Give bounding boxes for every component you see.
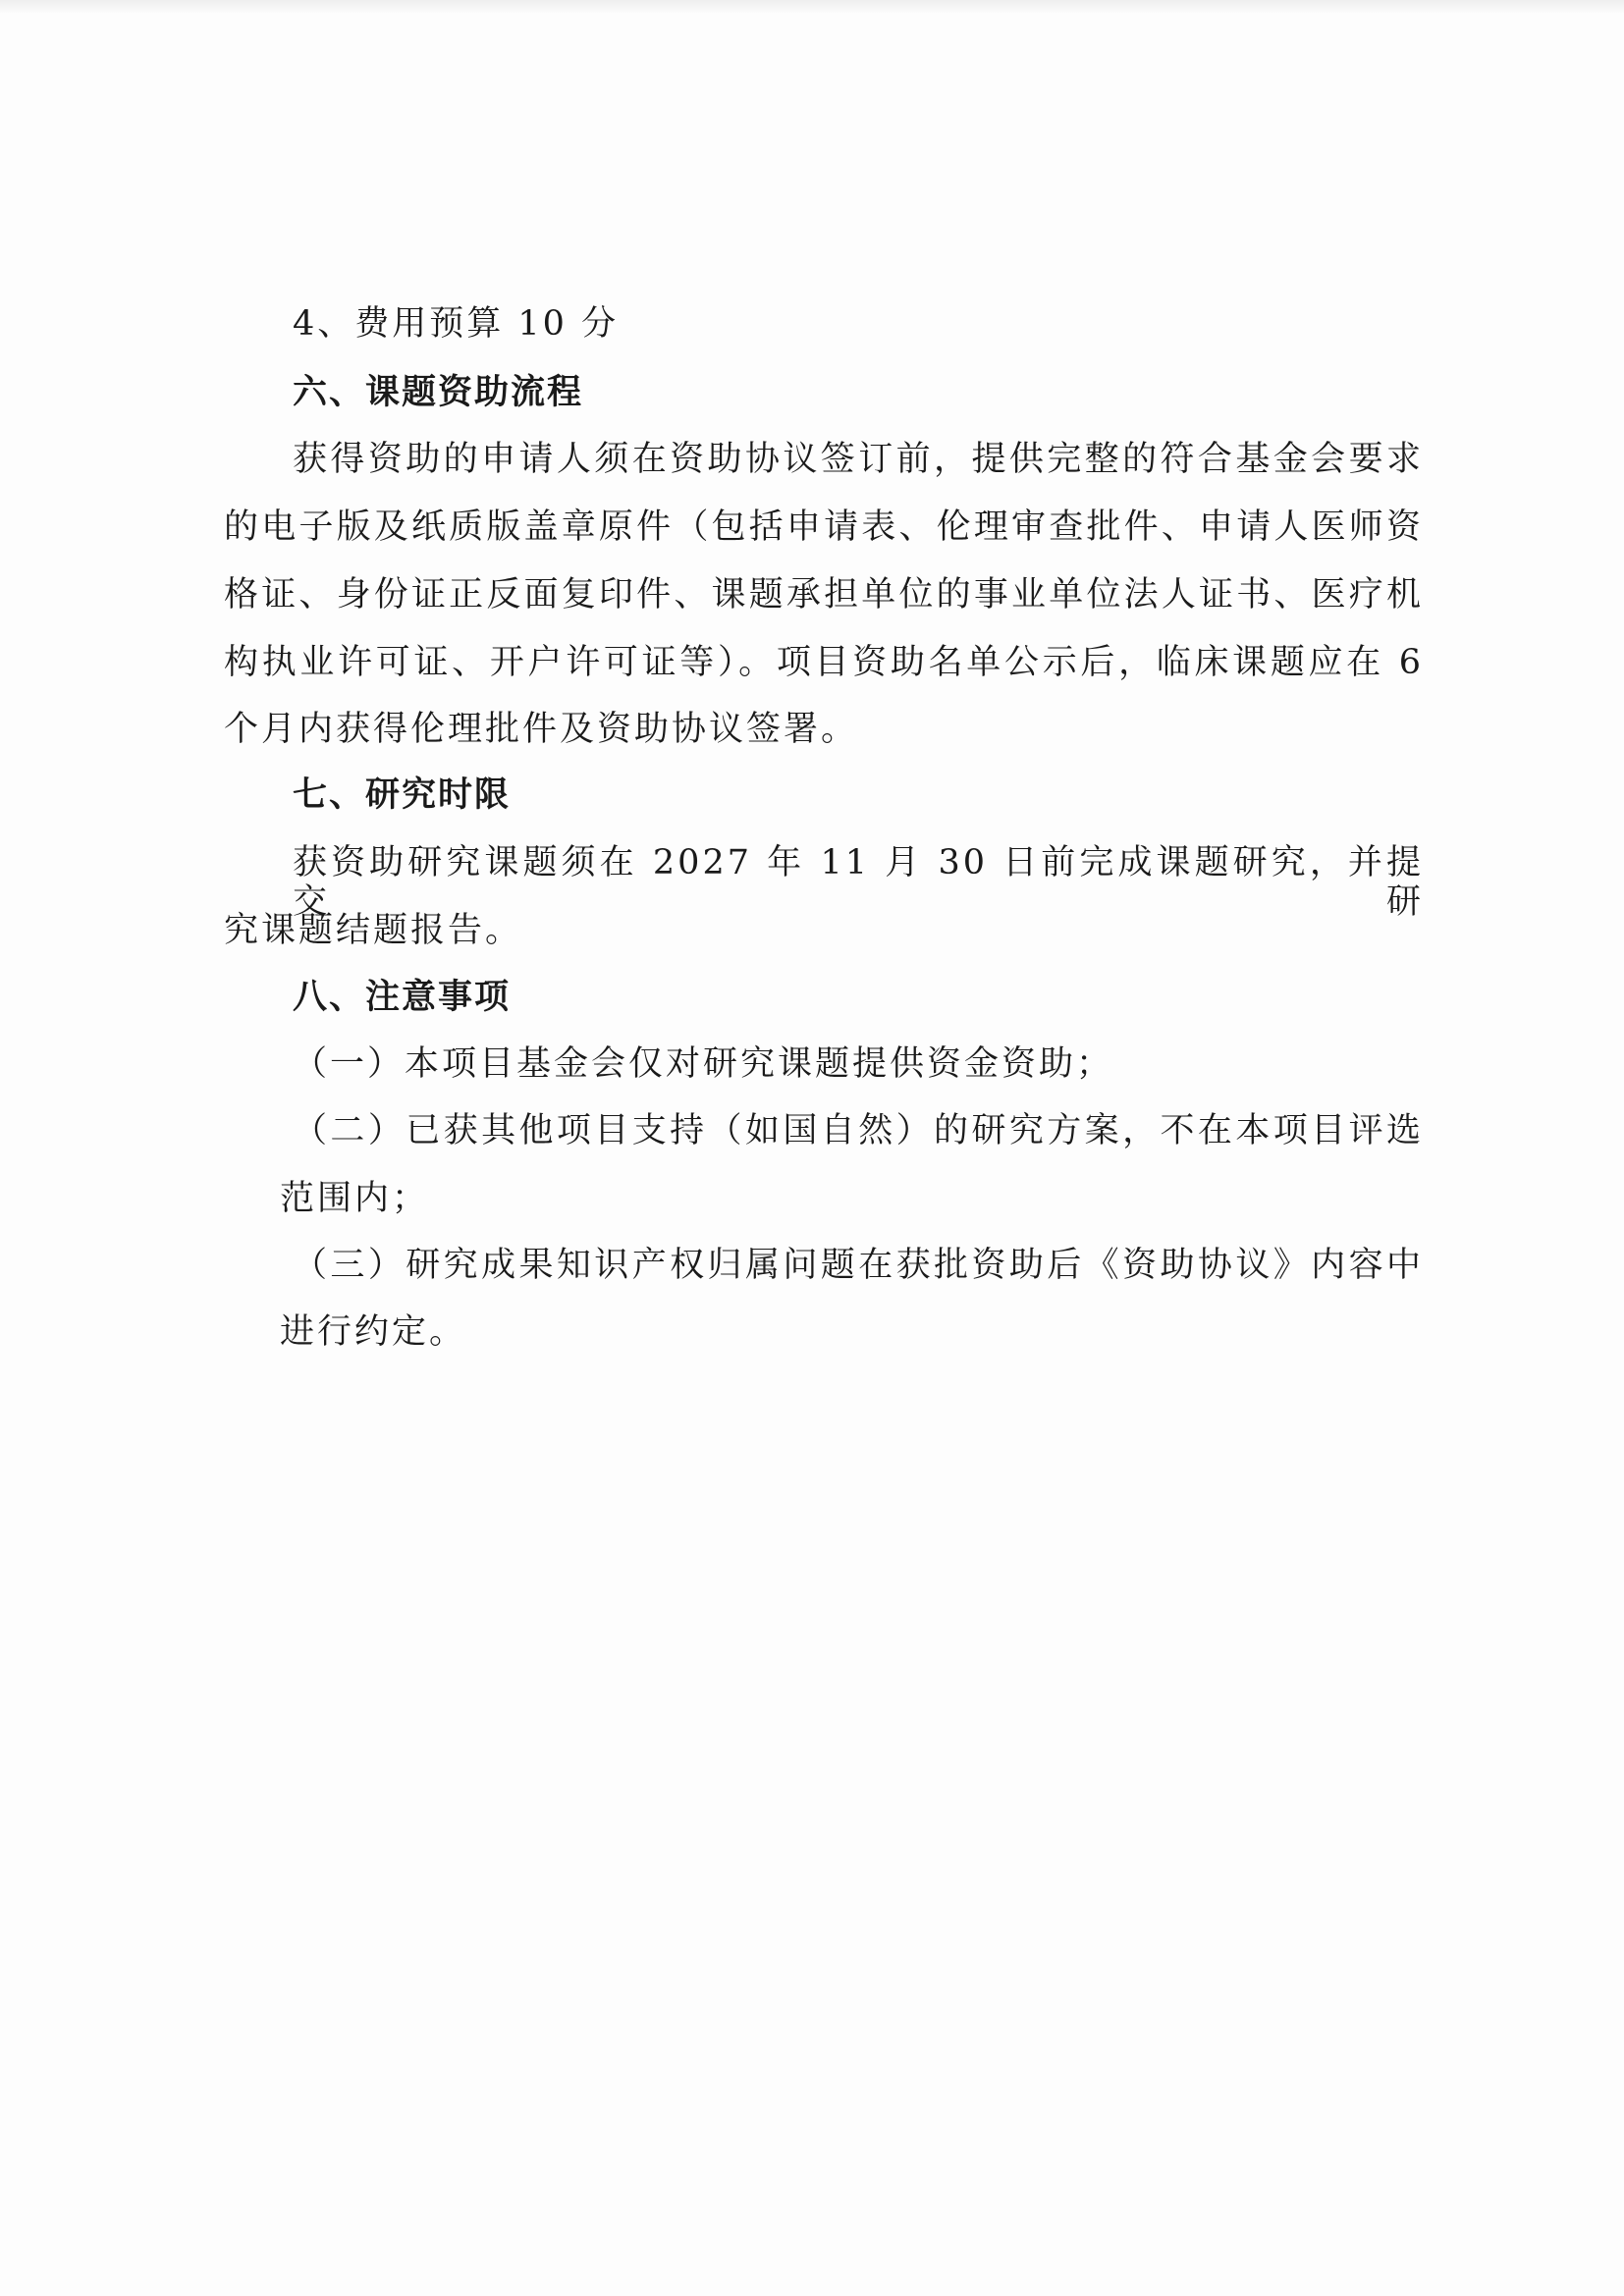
paragraph-6-line-2: 的电子版及纸质版盖章原件（包括申请表、伦理审查批件、申请人医师资 (224, 507, 1424, 547)
paragraph-7-line-1: 获资助研究课题须在 2027 年 11 月 30 日前完成课题研究，并提交研 (293, 843, 1424, 922)
paragraph-7-line-2: 究课题结题报告。 (224, 911, 523, 950)
paragraph-6-line-1: 获得资助的申请人须在资助协议签订前，提供完整的符合基金会要求 (293, 440, 1424, 479)
section-heading-6: 六、课题资助流程 (293, 373, 584, 412)
note-item-1: （一）本项目基金会仅对研究课题提供资金资助； (293, 1044, 1114, 1084)
paragraph-6-line-5: 个月内获得伦理批件及资助协议签署。 (224, 710, 859, 749)
paragraph-6-line-4: 构执业许可证、开户许可证等）。项目资助名单公示后，临床课题应在 6 (224, 643, 1424, 682)
section-heading-7: 七、研究时限 (293, 775, 512, 815)
note-item-2-line-1: （二）已获其他项目支持（如国自然）的研究方案，不在本项目评选 (293, 1111, 1424, 1150)
note-item-2-line-2: 范围内； (280, 1179, 430, 1218)
note-item-3-line-1: （三）研究成果知识产权归属问题在获批资助后《资助协议》内容中 (293, 1246, 1424, 1285)
paragraph-6-line-3: 格证、身份证正反面复印件、课题承担单位的事业单位法人证书、医疗机 (224, 575, 1424, 614)
note-item-3-line-2: 进行约定。 (280, 1312, 467, 1352)
section-heading-8: 八、注意事项 (293, 978, 512, 1017)
budget-item: 4、费用预算 10 分 (293, 304, 620, 344)
scan-edge (0, 0, 1624, 14)
